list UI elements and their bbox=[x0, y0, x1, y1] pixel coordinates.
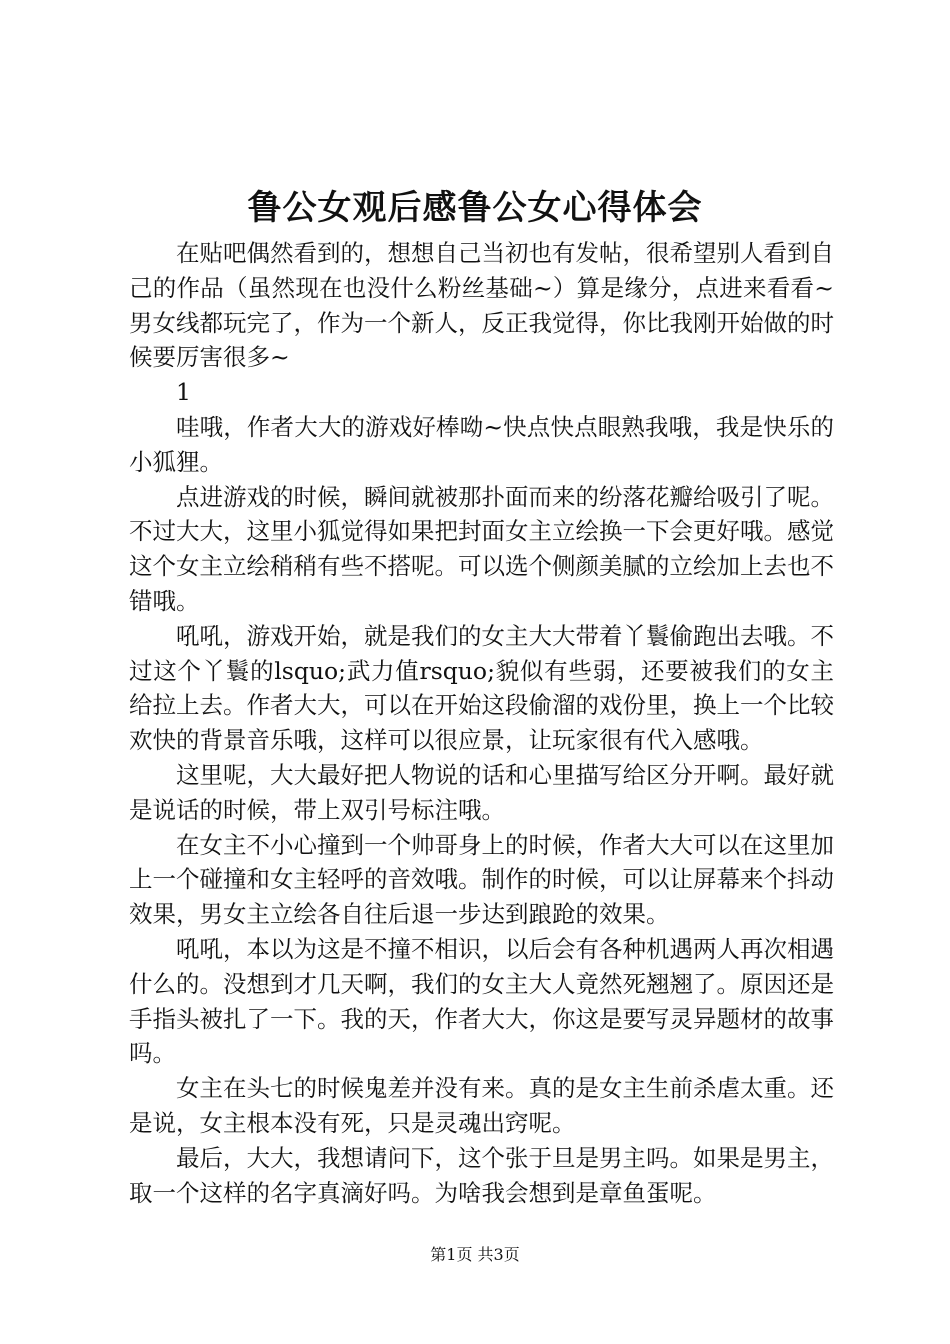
page-footer: 第1页 共3页 bbox=[430, 1245, 520, 1264]
paragraph-number: 1 bbox=[176, 378, 191, 407]
paragraph: 最后，大大，我想请问下，这个张于旦是男主吗。如果是男主，取一个这样的名字真滴好吗。为啥我会想到是章鱼蛋呢。 bbox=[129, 1143, 834, 1207]
document-title: 鲁公女观后感鲁公女心得体会 bbox=[247, 188, 703, 228]
paragraph: 吼吼，游戏开始，就是我们的女主大大带着丫鬟偷跑出去哦。不过这个丫鬟的lsquo;武力值rsquo;貌似有些弱，还要被我们的女主给拉上去。作者大大，可以在开始这段偷溜的戏份里，换上一个比较欢快的背景音乐哦，这样可以很应景，让玩家很有代入感哦。 bbox=[129, 621, 834, 755]
paragraph: 这里呢，大大最好把人物说的话和心里描写给区分开啊。最好就是说话的时候，带上双引号标注哦。 bbox=[129, 760, 834, 824]
paragraph: 女主在头七的时候鬼差并没有来。真的是女主生前杀虐太重。还是说，女主根本没有死，只是灵魂出窍呢。 bbox=[129, 1074, 834, 1137]
paragraph: 点进游戏的时候，瞬间就被那扑面而来的纷落花瓣给吸引了呢。不过大大，这里小狐觉得如果把封面女主立绘换一下会更好哦。感觉这个女主立绘稍稍有些不搭呢。可以选个侧颜美腻的立绘加上去也不错哦。 bbox=[129, 482, 834, 615]
paragraph: 吼吼，本以为这是不撞不相识，以后会有各种机遇两人再次相遇什么的。没想到才几天啊，我们的女主大人竟然死翘翘了。原因还是手指头被扎了一下。我的天，作者大大，你这是要写灵异题材的故事吗。 bbox=[129, 934, 834, 1068]
paragraph: 在贴吧偶然看到的，想想自己当初也有发帖，很希望别人看到自己的作品（虽然现在也没什么粉丝基础~）算是缘分，点进来看看~男女线都玩完了，作为一个新人，反正我觉得，你比我刚开始做的时候要厉害很多~ bbox=[129, 239, 834, 372]
document-body bbox=[129, 236, 834, 1210]
paragraph: 哇哦，作者大大的游戏好棒呦~快点快点眼熟我哦，我是快乐的小狐狸。 bbox=[129, 412, 834, 476]
paragraph: 在女主不小心撞到一个帅哥身上的时候，作者大大可以在这里加上一个碰撞和女主轻呼的音效哦。制作的时候，可以让屏幕来个抖动效果，男女主立绘各自往后退一步达到踉跄的效果。 bbox=[129, 830, 834, 929]
